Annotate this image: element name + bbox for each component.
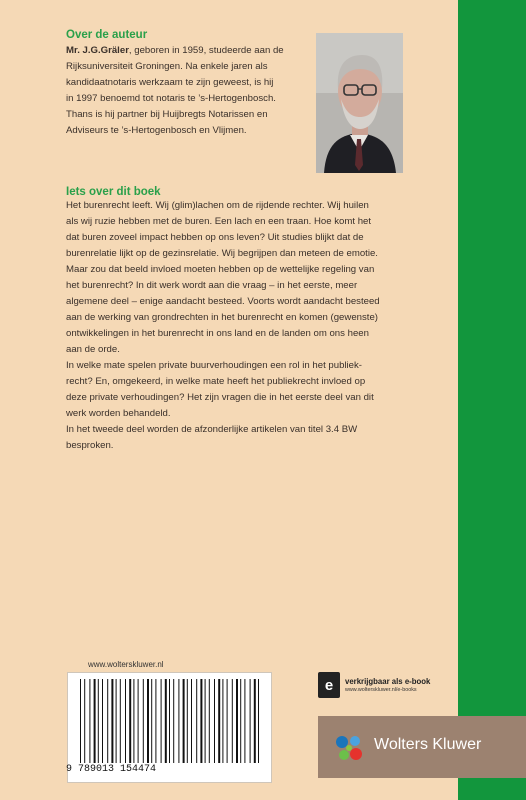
book-line: In het tweede deel worden de afzonderlijke artikelen van titel 3.4 BW bbox=[66, 424, 358, 435]
book-line: Maar zou dat beeld invloed moeten hebben op de wettelijke regeling van bbox=[66, 264, 375, 275]
website-link[interactable]: www.wolterskluwer.nl bbox=[88, 660, 164, 669]
publisher-name: Wolters Kluwer bbox=[374, 736, 482, 753]
book-line: aan de werking van grondrechten in het burenrecht en komen (gewenste) bbox=[66, 312, 378, 323]
author-bio-line: in 1997 benoemd tot notaris te ’s-Hertogenbosch. bbox=[66, 93, 276, 104]
book-line: In welke mate spelen private buurverhoudingen een rol in het publiek- bbox=[66, 360, 362, 371]
book-line: dat buren zoveel impact hebben op ons leven? Uit studies blijkt dat de bbox=[66, 232, 364, 243]
book-description bbox=[66, 198, 380, 454]
book-line: als wij ruzie hebben met de buren. Een lach en een traan. Hoe komt het bbox=[66, 216, 372, 227]
book-line: deze private verhoudingen? Het zijn vragen die in het eerste deel van dit bbox=[66, 392, 374, 403]
ebook-url: www.wolterskluwer.nl/e-books bbox=[345, 687, 417, 693]
wolters-kluwer-logo-icon bbox=[332, 732, 366, 764]
publisher-brand-panel bbox=[318, 716, 526, 778]
cover-spine bbox=[458, 0, 526, 800]
ebook-badge-icon: e bbox=[318, 672, 340, 698]
author-name: Mr. J.G.Gräler bbox=[66, 45, 129, 56]
book-line: werk worden behandeld. bbox=[66, 408, 171, 419]
author-bio-line: Adviseurs te ’s-Hertogenbosch en Vlijmen. bbox=[66, 125, 247, 136]
book-line: recht? En, omgekeerd, in welke mate heeft het publiekrecht invloed op bbox=[66, 376, 366, 387]
ebook-title: verkrijgbaar als e-book bbox=[345, 677, 431, 686]
barcode-digits: 9 789013 154474 bbox=[66, 764, 157, 775]
ebook-availability[interactable] bbox=[318, 670, 430, 700]
barcode-bars bbox=[68, 679, 271, 769]
book-line: Het burenrecht leeft. Wij (glim)lachen om de rijdende rechter. Wij huilen bbox=[66, 200, 369, 211]
book-line: algemene deel – enige aandacht besteed. Voorts wordt aandacht besteed bbox=[66, 296, 380, 307]
book-line: burenrelatie lijkt op de gezinsrelatie. Wij begrijpen dan meteen de emotie. bbox=[66, 248, 378, 259]
book-line: ontwikkelingen in het burenrecht in ons land en de landen om ons heen bbox=[66, 328, 369, 339]
author-bio bbox=[66, 43, 284, 139]
author-heading: Over de auteur bbox=[66, 29, 148, 41]
author-bio-line: kandidaatnotaris werkzaam te zijn geweest, is hij bbox=[66, 77, 274, 88]
author-bio-line: Rijksuniversiteit Groningen. Na enkele jaren als bbox=[66, 61, 268, 72]
author-bio-line: Mr. J.G.Gräler, geboren in 1959, studeerde aan de bbox=[66, 45, 284, 56]
book-line: aan de orde. bbox=[66, 344, 120, 355]
book-line: besproken. bbox=[66, 440, 114, 451]
book-heading: Iets over dit boek bbox=[66, 186, 161, 198]
book-line: het burenrecht? In dit werk wordt aan die vraag – in het eerste, meer bbox=[66, 280, 358, 291]
author-portrait bbox=[316, 33, 403, 173]
author-bio-line: Thans is hij partner bij Huijbregts Notarissen en bbox=[66, 109, 268, 120]
